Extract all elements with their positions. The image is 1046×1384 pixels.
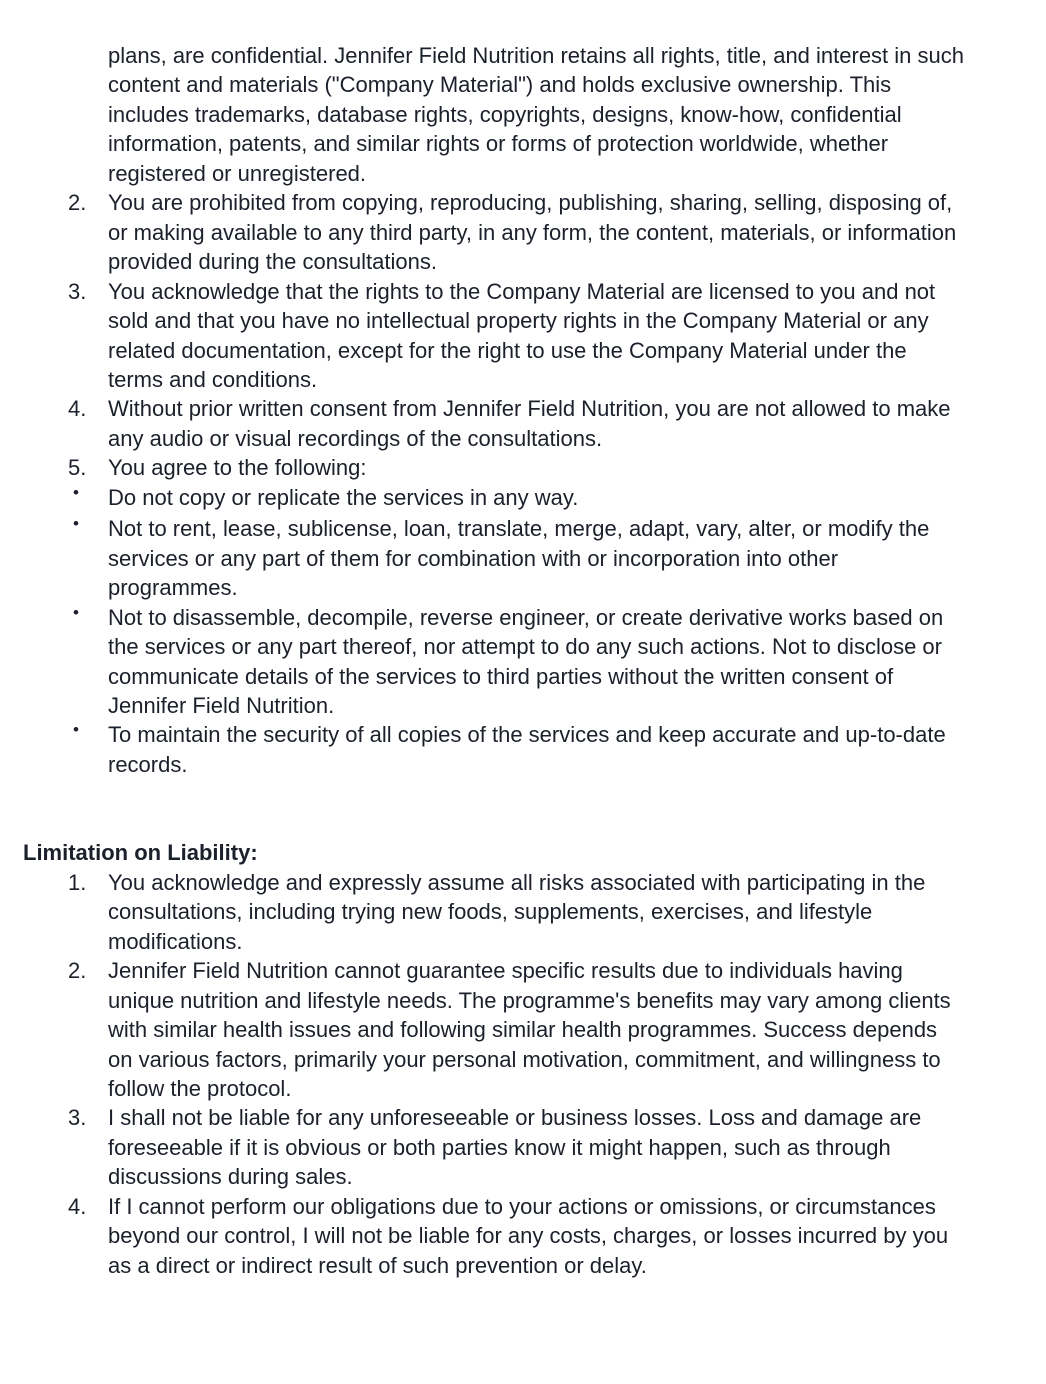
list-item [68, 1103, 986, 1191]
bullet-item-text: Do not copy or replicate the services in any way. [108, 484, 579, 510]
bullet-item [68, 603, 986, 721]
list-item-text: You acknowledge and expressly assume all risks associated with participating in the consultations, including trying new foods, supplements, exercises, and lifestyle modifications. [108, 869, 926, 954]
list-marker: 1. [68, 869, 87, 895]
list-marker: 4. [68, 1193, 87, 1219]
list-marker: 2. [68, 190, 87, 216]
list-marker: 2. [68, 958, 87, 984]
list-marker: 3. [68, 1105, 87, 1131]
bullet-marker: • [73, 720, 79, 740]
bullet-item-text: To maintain the security of all copies of the services and keep accurate and up-to-date records. [108, 722, 946, 777]
list-item-text: Without prior written consent from Jennifer Field Nutrition, you are not allowed to make any audio or visual recordings of the consultations. [108, 396, 951, 451]
list-item [68, 453, 986, 482]
list-item-text: You agree to the following: [108, 455, 367, 481]
list-item [68, 188, 986, 276]
list-item-text: You acknowledge that the rights to the Company Material are licensed to you and not sold and that you have no intellectual property rights in the Company Material or any related documentation, except for the right to use the Company Material under the terms and conditions. [108, 278, 936, 392]
list-item [68, 394, 986, 453]
bullet-item-text: Not to rent, lease, sublicense, loan, translate, merge, adapt, vary, alter, or modify the services or any part of them for combination with or incorporation into other programmes. [108, 516, 930, 601]
bullet-item-text: Not to disassemble, decompile, reverse engineer, or create derivative works based on the services or any part thereof, nor attempt to do any such actions. Not to disclose or communicate details of the services to third parties without the written consent of Jennifer Field Nutrition. [108, 604, 944, 718]
list-marker: 3. [68, 278, 87, 304]
bullet-marker: • [73, 514, 79, 534]
section-heading-limitation-on-liability: Limitation on Liability: [23, 840, 258, 866]
list-item-text: If I cannot perform our obligations due to your actions or omissions, or circumstances beyond our control, I will not be liable for any costs, charges, or losses incurred by you as a direct or indirect result of such prevention or delay. [108, 1193, 949, 1278]
list-item [68, 868, 986, 956]
list-item-text: Jennifer Field Nutrition cannot guarantee specific results due to individuals having unique nutrition and lifestyle needs. The programme's benefits may vary among clients with similar health issues and following similar health programmes. Success depends on various factors, primarily your personal motivation, commitment, and willingness to follow the protocol. [108, 958, 951, 1101]
paragraph-continuation: plans, are confidential. Jennifer Field Nutrition retains all rights, title, and interest in such content and materials ("Company Material") and holds exclusive ownership. This includes trademarks, database rights, copyrights, designs, know-how, confidential information, patents, and similar rights or forms of protection worldwide, whether registered or unregistered. [108, 43, 964, 186]
bullet-marker: • [73, 602, 79, 622]
bullet-item [68, 483, 986, 514]
bullet-item [68, 720, 986, 779]
list-item [68, 1192, 986, 1280]
list-item-text: I shall not be liable for any unforeseeable or business losses. Loss and damage are foreseeable if it is obvious or both parties know it might happen, such as through discussions during sales. [108, 1105, 922, 1190]
bullet-item [68, 514, 986, 602]
list-item [68, 956, 986, 1103]
list-item [68, 277, 986, 395]
list-item-text: You are prohibited from copying, reproducing, publishing, sharing, selling, disposing of, or making available to any third party, in any form, the content, materials, or information provided during the consultations. [108, 190, 957, 275]
list-marker: 4. [68, 396, 87, 422]
bullet-marker: • [73, 482, 79, 502]
list-marker: 5. [68, 455, 87, 481]
